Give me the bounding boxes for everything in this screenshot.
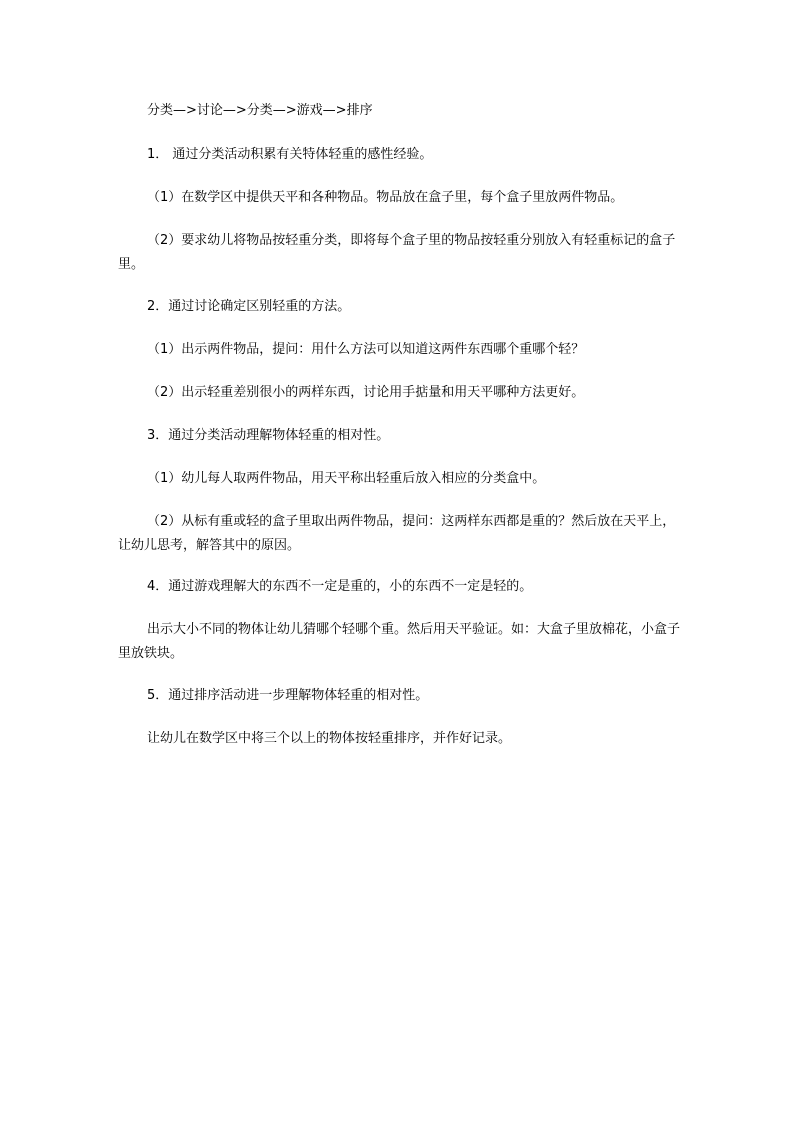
section-3-item-2: （2）从标有重或轻的盒子里取出两件物品，提问：这两样东西都是重的？然后放在天平上，让幼儿思考，解答其中的原因。 xyxy=(118,514,676,553)
section-3-heading: 3．通过分类活动理解物体轻重的相对性。 xyxy=(147,428,390,443)
section-2-item-2: （2）出示轻重差别很小的两样东西，讨论用手掂量和用天平哪种方法更好。 xyxy=(147,385,585,400)
section-2-heading: 2．通过讨论确定区别轻重的方法。 xyxy=(147,299,351,314)
section-1-item-1: （1）在数学区中提供天平和各种物品。物品放在盒子里，每个盒子里放两件物品。 xyxy=(147,190,624,205)
flow-line: 分类—>讨论—>分类—>游戏—>排序 xyxy=(147,103,373,118)
section-2-item-1: （1）出示两件物品，提问：用什么方法可以知道这两件东西哪个重哪个轻？ xyxy=(147,342,585,357)
section-4-body: 出示大小不同的物体让幼儿猜哪个轻哪个重。然后用天平验证。如：大盒子里放棉花，小盒子里放铁块。 xyxy=(118,622,681,661)
section-1-item-2: （2）要求幼儿将物品按轻重分类，即将每个盒子里的物品按轻重分别放入有轻重标记的盒子里。 xyxy=(118,233,676,272)
section-5-heading: 5．通过排序活动进一步理解物体轻重的相对性。 xyxy=(147,688,429,703)
section-1-heading: 1． 通过分类活动积累有关特体轻重的感性经验。 xyxy=(147,147,433,162)
section-4-heading: 4．通过游戏理解大的东西不一定是重的，小的东西不一定是轻的。 xyxy=(147,579,533,594)
section-3-item-1: （1）幼儿每人取两件物品，用天平称出轻重后放入相应的分类盒中。 xyxy=(147,471,546,486)
section-5-body: 让幼儿在数学区中将三个以上的物体按轻重排序，并作好记录。 xyxy=(147,731,512,746)
